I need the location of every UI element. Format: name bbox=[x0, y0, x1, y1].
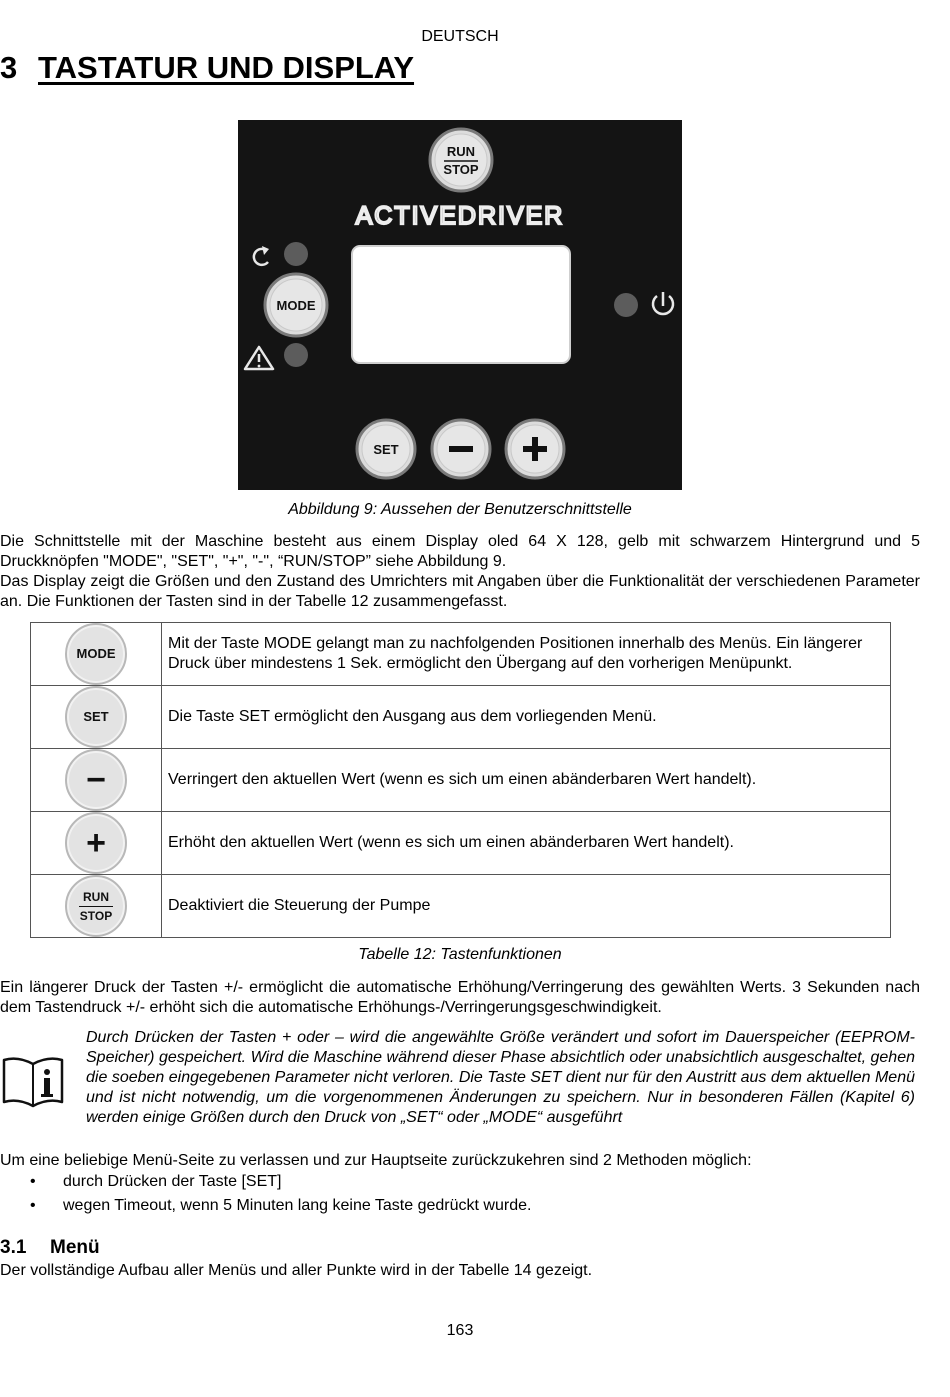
run-stop-button[interactable] bbox=[430, 129, 492, 191]
key-description: Deaktiviert die Steuerung der Pumpe bbox=[162, 875, 891, 938]
key-description: Verringert den aktuellen Wert (wenn es sich um einen abänderbaren Wert handelt). bbox=[162, 749, 891, 812]
table-row bbox=[31, 812, 891, 875]
run-label: RUN bbox=[446, 144, 476, 159]
subsection-text: Der vollständige Aufbau aller Menüs und aller Punkte wird in der Tabelle 14 gezeigt. bbox=[0, 1262, 593, 1279]
page-header-language: DEUTSCH bbox=[421, 28, 499, 45]
power-icon bbox=[653, 292, 673, 314]
subsection-number: 3.1 bbox=[0, 1237, 27, 1258]
keys-table bbox=[30, 622, 891, 938]
table-row bbox=[31, 875, 891, 938]
plus-button[interactable] bbox=[506, 420, 564, 478]
stop-label: STOP bbox=[443, 162, 479, 177]
subsection-title: Menü bbox=[50, 1237, 100, 1258]
info-book-icon bbox=[2, 1054, 64, 1115]
status-led-top bbox=[284, 242, 308, 266]
status-led-bottom bbox=[284, 343, 308, 367]
section-heading bbox=[0, 50, 414, 86]
control-panel-figure bbox=[238, 120, 682, 490]
exit-methods-intro: Um eine beliebige Menü-Seite zu verlassen und zur Hauptseite zurückzukehren sind 2 Methoden möglich: bbox=[0, 1152, 752, 1169]
run-stop-divider bbox=[79, 906, 113, 907]
run-key-label: RUN bbox=[83, 889, 109, 904]
run-stop-key-icon bbox=[65, 875, 127, 937]
key-icon-cell bbox=[31, 812, 162, 875]
section-number: 3 bbox=[0, 50, 18, 85]
page-number: 163 bbox=[446, 1322, 474, 1339]
minus-button[interactable] bbox=[432, 420, 490, 478]
minus-key-icon: − bbox=[65, 749, 127, 811]
set-key-icon: SET bbox=[65, 686, 127, 748]
table-row bbox=[31, 749, 891, 812]
key-description: Erhöht den aktuellen Wert (wenn es sich um einen abänderbaren Wert handelt). bbox=[162, 812, 891, 875]
exit-methods-list bbox=[0, 1172, 531, 1220]
key-icon-cell bbox=[31, 686, 162, 749]
list-item: • durch Drücken der Taste [SET] bbox=[0, 1172, 531, 1196]
list-item: • wegen Timeout, wenn 5 Minuten lang keine Taste gedrückt wurde. bbox=[0, 1196, 531, 1220]
mode-label: MODE bbox=[276, 298, 316, 313]
minus-icon bbox=[449, 446, 473, 452]
key-description: Mit der Taste MODE gelangt man zu nachfolgenden Positionen innerhalb des Menüs. Ein längerer Druck über mindestens 1 Sek. ermöglicht den Übergang auf den vorherigen Menüpunkt. bbox=[162, 623, 891, 686]
oled-display bbox=[352, 246, 570, 363]
subsection-heading bbox=[0, 1237, 100, 1259]
set-label: SET bbox=[373, 442, 399, 457]
intro-paragraph-1: Die Schnittstelle mit der Maschine besteht aus einem Display oled 64 X 128, gelb mit schwarzem Hintergrund und 5 Druckknöpfen "MODE", "SET", "+", "-", “RUN/STOP” siehe Abbildung 9. bbox=[0, 533, 920, 570]
intro-paragraph-2: Das Display zeigt die Größen und den Zustand des Umrichters mit Angaben über die Funktionalität der verschiedenen Parameter an. Die Funktionen der Tasten sind in der Tabelle 12 zusammengefasst. bbox=[0, 573, 920, 610]
brand-logo: ACTIVEDRIVER bbox=[355, 202, 565, 230]
key-description: Die Taste SET ermöglicht den Ausgang aus dem vorliegenden Menü. bbox=[162, 686, 891, 749]
section-title: TASTATUR UND DISPLAY bbox=[38, 50, 415, 85]
key-icon-cell bbox=[31, 623, 162, 686]
table-row bbox=[31, 686, 891, 749]
info-note-text: Durch Drücken der Tasten + oder – wird die angewählte Größe verändert und sofort im Dauerspeicher (EEPROM-Speicher) gespeichert. Wird die Maschine während dieser Phase absichtlich oder unabsichtlich ausgeschaltet, gehen die soeben eingegebenen Parameter nicht verloren. Die Taste SET dient nur für den Austritt aus dem aktuellen Menü und ist nicht notwendig, um die vorgenommenen Änderungen zu speichern. Nur in besonderen Fällen (Kapitel 6) werden einige Größen durch den Druck von „SET“ oder „MODE“ ausgeführt bbox=[86, 1029, 915, 1126]
stop-key-label: STOP bbox=[79, 908, 113, 923]
plus-key-icon: + bbox=[65, 812, 127, 874]
table-caption: Tabelle 12: Tastenfunktionen bbox=[358, 946, 562, 963]
mode-key-icon: MODE bbox=[65, 623, 127, 685]
mode-button[interactable] bbox=[265, 274, 327, 336]
figure-caption: Abbildung 9: Aussehen der Benutzerschnittstelle bbox=[288, 501, 632, 518]
refresh-icon bbox=[254, 246, 269, 265]
control-panel-drawing bbox=[238, 120, 682, 490]
power-led bbox=[614, 293, 638, 317]
key-icon-cell bbox=[31, 875, 162, 938]
set-button[interactable] bbox=[357, 420, 415, 478]
table-row bbox=[31, 623, 891, 686]
warning-icon bbox=[245, 347, 273, 369]
key-icon-cell bbox=[31, 749, 162, 812]
auto-increment-paragraph: Ein längerer Druck der Tasten +/- ermöglicht die automatische Erhöhung/Verringerung des gewählten Werts. 3 Sekunden nach dem Tastendruck +/- erhöht sich die automatische Erhöhungs-/Verringerungsgeschwindigkeit. bbox=[0, 979, 920, 1016]
